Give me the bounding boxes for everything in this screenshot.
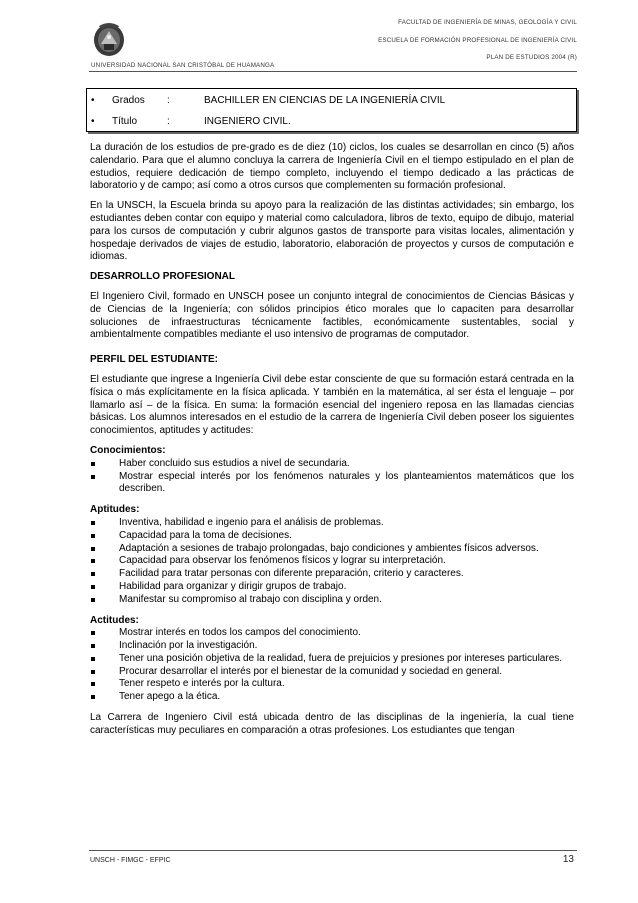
list-item: Facilidad para tratar personas con diferente preparación, criterio y caracteres. — [90, 568, 574, 581]
heading-professional-development: DESARROLLO PROFESIONAL — [90, 271, 236, 283]
list-item: Mostrar especial interés por los fenómenos naturales y los planteamientos matemáticos que los describen. — [90, 471, 574, 497]
heading-student-profile: PERFIL DEL ESTUDIANTE: — [90, 354, 218, 366]
square-bullet-icon — [91, 475, 95, 479]
heading-knowledge: Conocimientos: — [90, 444, 166, 456]
list-attitudes — [90, 627, 574, 704]
page-number: 13 — [562, 854, 574, 865]
list-item: Capacidad para la toma de decisiones. — [90, 530, 574, 543]
list-item: Habilidad para organizar y dirigir grupos de trabajo. — [90, 581, 574, 594]
degree-row — [87, 95, 576, 109]
square-bullet-icon — [91, 521, 95, 525]
faculty-name: FACULTAD DE INGENIERÍA DE MINAS, GEOLOGÍA Y CIVIL — [398, 19, 577, 26]
square-bullet-icon — [91, 644, 95, 648]
page-content — [90, 142, 574, 738]
degree-value: BACHILLER EN CIENCIAS DE LA INGENIERÍA CIVIL — [204, 95, 446, 106]
study-plan: PLAN DE ESTUDIOS 2004 (R) — [486, 54, 577, 61]
list-item: Manifestar su compromiso al trabajo con disciplina y orden. — [90, 594, 574, 607]
paragraph-support: En la UNSCH, la Escuela brinda su apoyo para la realización de las distintas actividades; sin embargo, los estudiantes deben contar con equipo y material como calculadora, libros de texto, equipo de dibujo, material para los cursos de computación y cubrir algunos gastos de transporte para visitas locales, alimentación y hospedaje derivados de viajes de estudio, laboratorio, elaboración de proyectos y cursos de computación e idiomas. — [90, 200, 574, 263]
degree-colon: : — [167, 95, 170, 106]
list-item: Tener apego a la ética. — [90, 691, 574, 704]
degree-label: Grados — [112, 95, 145, 106]
page-header — [89, 14, 577, 72]
heading-attitudes: Actitudes: — [90, 614, 139, 626]
square-bullet-icon — [91, 585, 95, 589]
bullet-icon: • — [91, 116, 95, 127]
list-item: Inclinación por la investigación. — [90, 640, 574, 653]
list-item: Procurar desarrollar el interés por el bienestar de la comunidad y sociedad en general. — [90, 666, 574, 679]
footer-divider — [89, 850, 577, 851]
title-row — [87, 116, 576, 130]
university-crest-icon — [92, 20, 126, 58]
header-divider — [89, 71, 577, 72]
list-aptitudes — [90, 517, 574, 607]
list-item: Adaptación a sesiones de trabajo prolongadas, bajo condiciones y ambientes físicos adversos. — [90, 543, 574, 556]
square-bullet-icon — [91, 598, 95, 602]
paragraph-professional: El Ingeniero Civil, formado en UNSCH posee un conjunto integral de conocimientos de Ciencias Básicas y de Ciencias de la Ingeniería; con sólidos principios ético morales que lo capaciten para desarrollar soluciones de infraestructuras técnicamente factibles, económicamente sustentables, social y ambientalmente compatibles mediante el uso intensivo de programas de computador. — [90, 290, 574, 341]
square-bullet-icon — [91, 657, 95, 661]
title-colon: : — [167, 116, 170, 127]
title-label: Título — [112, 116, 138, 127]
degrees-box — [86, 88, 577, 132]
title-value: INGENIERO CIVIL. — [204, 116, 291, 127]
school-name: ESCUELA DE FORMACIÓN PROFESIONAL DE INGENIERÍA CIVIL — [378, 37, 577, 44]
paragraph-career: La Carrera de Ingeniero Civil está ubicada dentro de las disciplinas de la ingeniería, la cual tiene características muy peculiares en comparación a otras profesiones. Los estudiantes que tengan — [90, 712, 574, 736]
list-item: Mostrar interés en todos los campos del conocimiento. — [90, 627, 574, 640]
list-item: Haber concluido sus estudios a nivel de secundaria. — [90, 458, 574, 471]
list-item: Capacidad para observar los fenómenos físicos y lograr su interpretación. — [90, 555, 574, 568]
bullet-icon: • — [91, 95, 95, 106]
list-item: Tener una posición objetiva de la realidad, fuera de prejuicios y presiones por intereses particulares. — [90, 653, 574, 666]
square-bullet-icon — [91, 534, 95, 538]
heading-aptitudes: Aptitudes: — [90, 504, 140, 516]
square-bullet-icon — [91, 670, 95, 674]
paragraph-profile: El estudiante que ingrese a Ingeniería Civil debe estar consciente de que su formación estará centrada en la física o más explícitamente en la física aplicada. Y también en la matemática, al ser ésta el lenguaje – por llamarlo así – de la física. En suma: la formación esencial del ingeniero reposa en las llamadas ciencias básicas. Los alumnos interesados en el estudio de la carrera de Ingeniería Civil deben poseer los siguientes conocimientos, aptitudes y actitudes: — [90, 373, 574, 437]
square-bullet-icon — [91, 559, 95, 563]
footer-label: UNSCH - FIMGC - EFPIC — [90, 857, 171, 864]
square-bullet-icon — [91, 695, 95, 699]
paragraph-duration: La duración de los estudios de pre-grado es de diez (10) ciclos, los cuales se desarrollan en cinco (5) años calendario. Para que el alumno concluya la carrera de Ingeniería Civil en el tiempo estipulado en el plan de estudios, requiere dedicación de tiempo completo, incluyendo el tiempo dedicado a las prácticas de laboratorio y de campo; así como a otros cursos que complementen su formación profesional. — [90, 142, 574, 192]
square-bullet-icon — [91, 682, 95, 686]
list-knowledge — [90, 458, 574, 496]
square-bullet-icon — [91, 547, 95, 551]
square-bullet-icon — [91, 462, 95, 466]
list-item: Tener respeto e interés por la cultura. — [90, 678, 574, 691]
university-name: UNIVERSIDAD NACIONAL SAN CRISTÓBAL DE HUAMANGA — [91, 62, 275, 69]
square-bullet-icon — [91, 631, 95, 635]
list-item: Inventiva, habilidad e ingenio para el análisis de problemas. — [90, 517, 574, 530]
square-bullet-icon — [91, 572, 95, 576]
